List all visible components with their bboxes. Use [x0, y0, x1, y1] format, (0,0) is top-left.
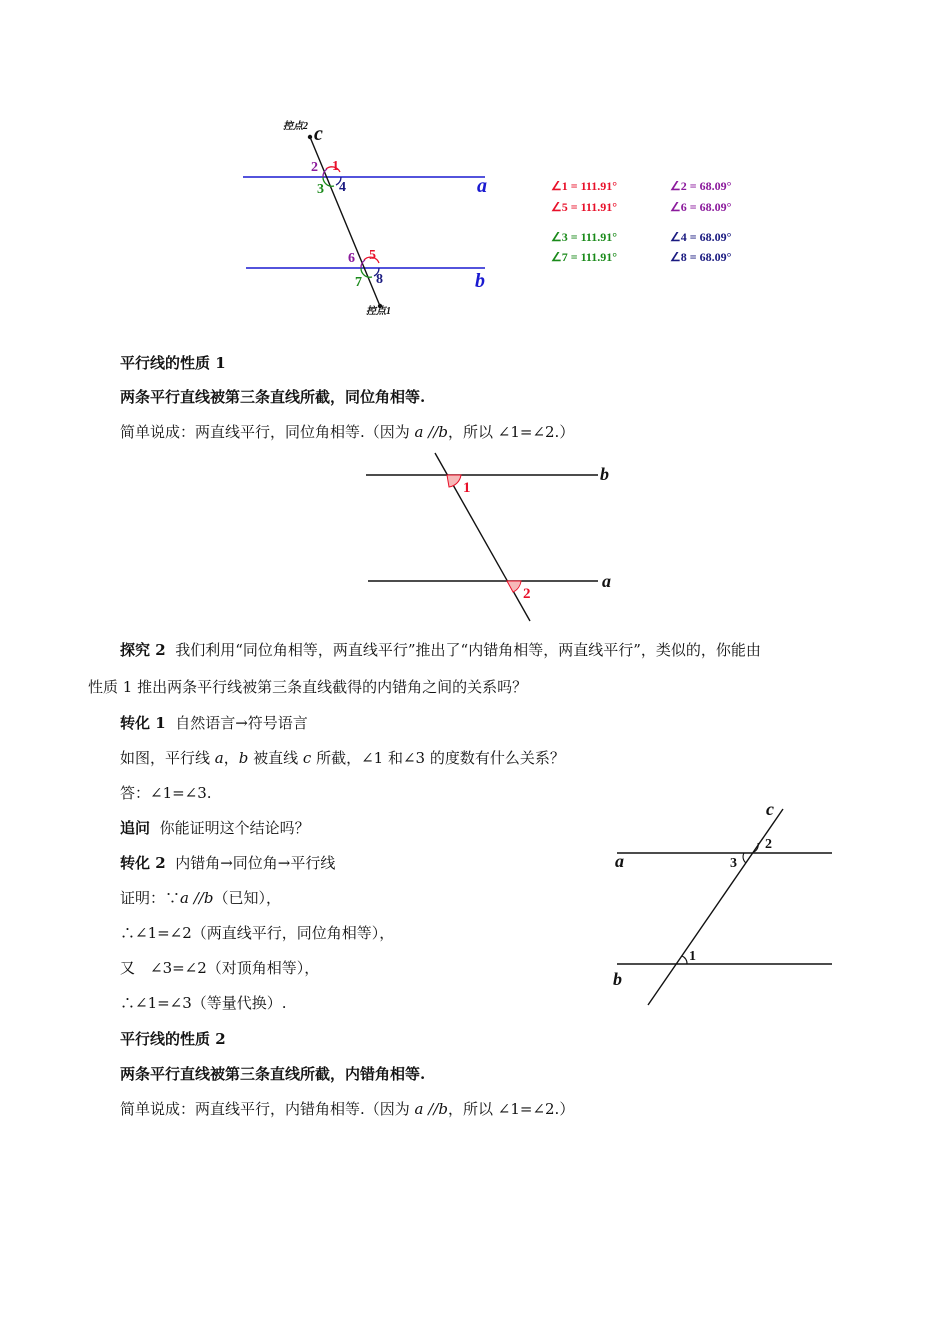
question-prefix: 如图，平行线	[120, 749, 215, 767]
proof-parallel: //	[188, 889, 204, 907]
convert-2-text: 内错角→同位角→平行线	[175, 854, 336, 872]
property-1-simple	[120, 422, 574, 442]
question-var-c: c	[302, 749, 312, 767]
question-var-a: a	[214, 749, 224, 767]
explore-2-text-1: 我们利用“同位角相等，两直线平行”推出了“内错角相等，两直线平行”，类似的，你能由	[175, 641, 761, 659]
var-a: a	[414, 423, 424, 441]
fig2-line-a-label: a	[602, 571, 611, 591]
control-point-2-label: 控点2	[283, 121, 308, 132]
question-mid: 被直线	[248, 749, 303, 767]
property-2-simple-prefix: 简单说成：两直线平行，内错角相等.（因为	[120, 1100, 415, 1118]
proof-line-4: ∴∠1=∠3（等量代换）.	[120, 994, 287, 1012]
proof-line-1	[120, 888, 281, 908]
figure-corresponding-angles	[360, 450, 625, 625]
convert-2	[120, 853, 335, 873]
angle-measure-3: ∠3 = 111.91°	[551, 230, 618, 244]
proof-line-2: ∴∠1=∠2（两直线平行，同位角相等），	[120, 924, 395, 942]
question-suffix: 所截，∠1 和∠3 的度数有什么关系？	[311, 749, 565, 767]
convert-1-label: 转化 1	[120, 714, 166, 732]
line-a-label: a	[477, 175, 487, 197]
angle-label-4: 4	[339, 180, 346, 195]
line-b-label: b	[475, 270, 485, 292]
fig3-angle-3: 3	[730, 856, 737, 871]
property-1-title: 平行线的性质 1	[120, 354, 226, 372]
figure-alternate-angles	[605, 795, 840, 1010]
parallel-symbol: //	[423, 423, 439, 441]
fig3-line-b-label: b	[613, 969, 622, 989]
followup	[120, 818, 310, 838]
angle-measure-4: ∠4 = 68.09°	[670, 230, 732, 244]
convert-2-label: 转化 2	[120, 854, 166, 872]
property-1-simple-suffix: ，所以 ∠1=∠2.）	[448, 423, 575, 441]
line-c	[310, 137, 380, 306]
control-point-2[interactable]	[308, 135, 312, 139]
fig2-angle-2: 2	[523, 586, 531, 602]
proof-l1-prefix: 证明：∵	[120, 889, 181, 907]
angle-label-1: 1	[332, 159, 339, 174]
followup-text: 你能证明这个结论吗？	[159, 819, 310, 837]
angle-label-6: 6	[348, 251, 355, 266]
angle-measure-1: ∠1 = 111.91°	[551, 179, 618, 193]
proof-l1-suffix: （已知），	[213, 889, 281, 907]
angle-measure-6: ∠6 = 68.09°	[670, 200, 732, 214]
fig3-angle-1: 1	[689, 949, 696, 964]
angle-label-7: 7	[355, 275, 362, 290]
explore-2-line-2: 性质 1 推出两条平行线被第三条直线截得的内错角之间的关系吗？	[88, 678, 528, 696]
angle-label-2: 2	[311, 160, 318, 175]
angle-label-5: 5	[369, 248, 376, 263]
var-b: b	[438, 423, 448, 441]
proof-line-3: 又 ∠3=∠2（对顶角相等），	[120, 959, 320, 977]
line-c-label: c	[314, 123, 323, 145]
question-var-b: b	[238, 749, 249, 767]
fig3-angle-2: 2	[765, 837, 772, 852]
convert-1	[120, 713, 308, 733]
fig2-angle-1: 1	[463, 480, 471, 496]
angle-measure-7: ∠7 = 111.91°	[551, 250, 618, 264]
followup-label: 追问	[120, 819, 151, 837]
property-2-statement: 两条平行直线被第三条直线所截，内错角相等.	[120, 1065, 426, 1083]
question	[120, 748, 565, 768]
property-2-title: 平行线的性质 2	[120, 1030, 226, 1048]
explore-2-line-1	[120, 640, 761, 660]
fig3-line-a-label: a	[615, 851, 624, 871]
property-1-simple-prefix: 简单说成：两直线平行，同位角相等.（因为	[120, 423, 415, 441]
angle-measure-5: ∠5 = 111.91°	[551, 200, 618, 214]
angle-label-3: 3	[317, 182, 324, 197]
proof-var-b: b	[203, 889, 214, 907]
convert-1-text: 自然语言→符号语言	[175, 714, 308, 732]
p2-parallel-symbol: //	[423, 1100, 439, 1118]
proof-var-a: a	[180, 889, 189, 907]
p2-var-b: b	[438, 1100, 448, 1118]
property-2-simple-suffix: ，所以 ∠1=∠2.）	[448, 1100, 575, 1118]
figure-transversal-eight-angles	[230, 110, 510, 325]
angle-measure-8: ∠8 = 68.09°	[670, 250, 732, 264]
property-1-statement: 两条平行直线被第三条直线所截，同位角相等.	[120, 388, 426, 406]
p2-var-a: a	[414, 1100, 424, 1118]
fig3-line-c-label: c	[766, 799, 774, 819]
angle-label-8: 8	[376, 272, 383, 287]
property-2-simple	[120, 1099, 574, 1119]
control-point-1-label: 控点1	[366, 306, 391, 317]
explore-2-label: 探究 2	[120, 641, 166, 659]
angle-measure-2: ∠2 = 68.09°	[670, 179, 732, 193]
answer: 答：∠1=∠3.	[120, 784, 212, 802]
fig2-line-b-label: b	[600, 464, 609, 484]
question-comma: ，	[223, 749, 239, 767]
